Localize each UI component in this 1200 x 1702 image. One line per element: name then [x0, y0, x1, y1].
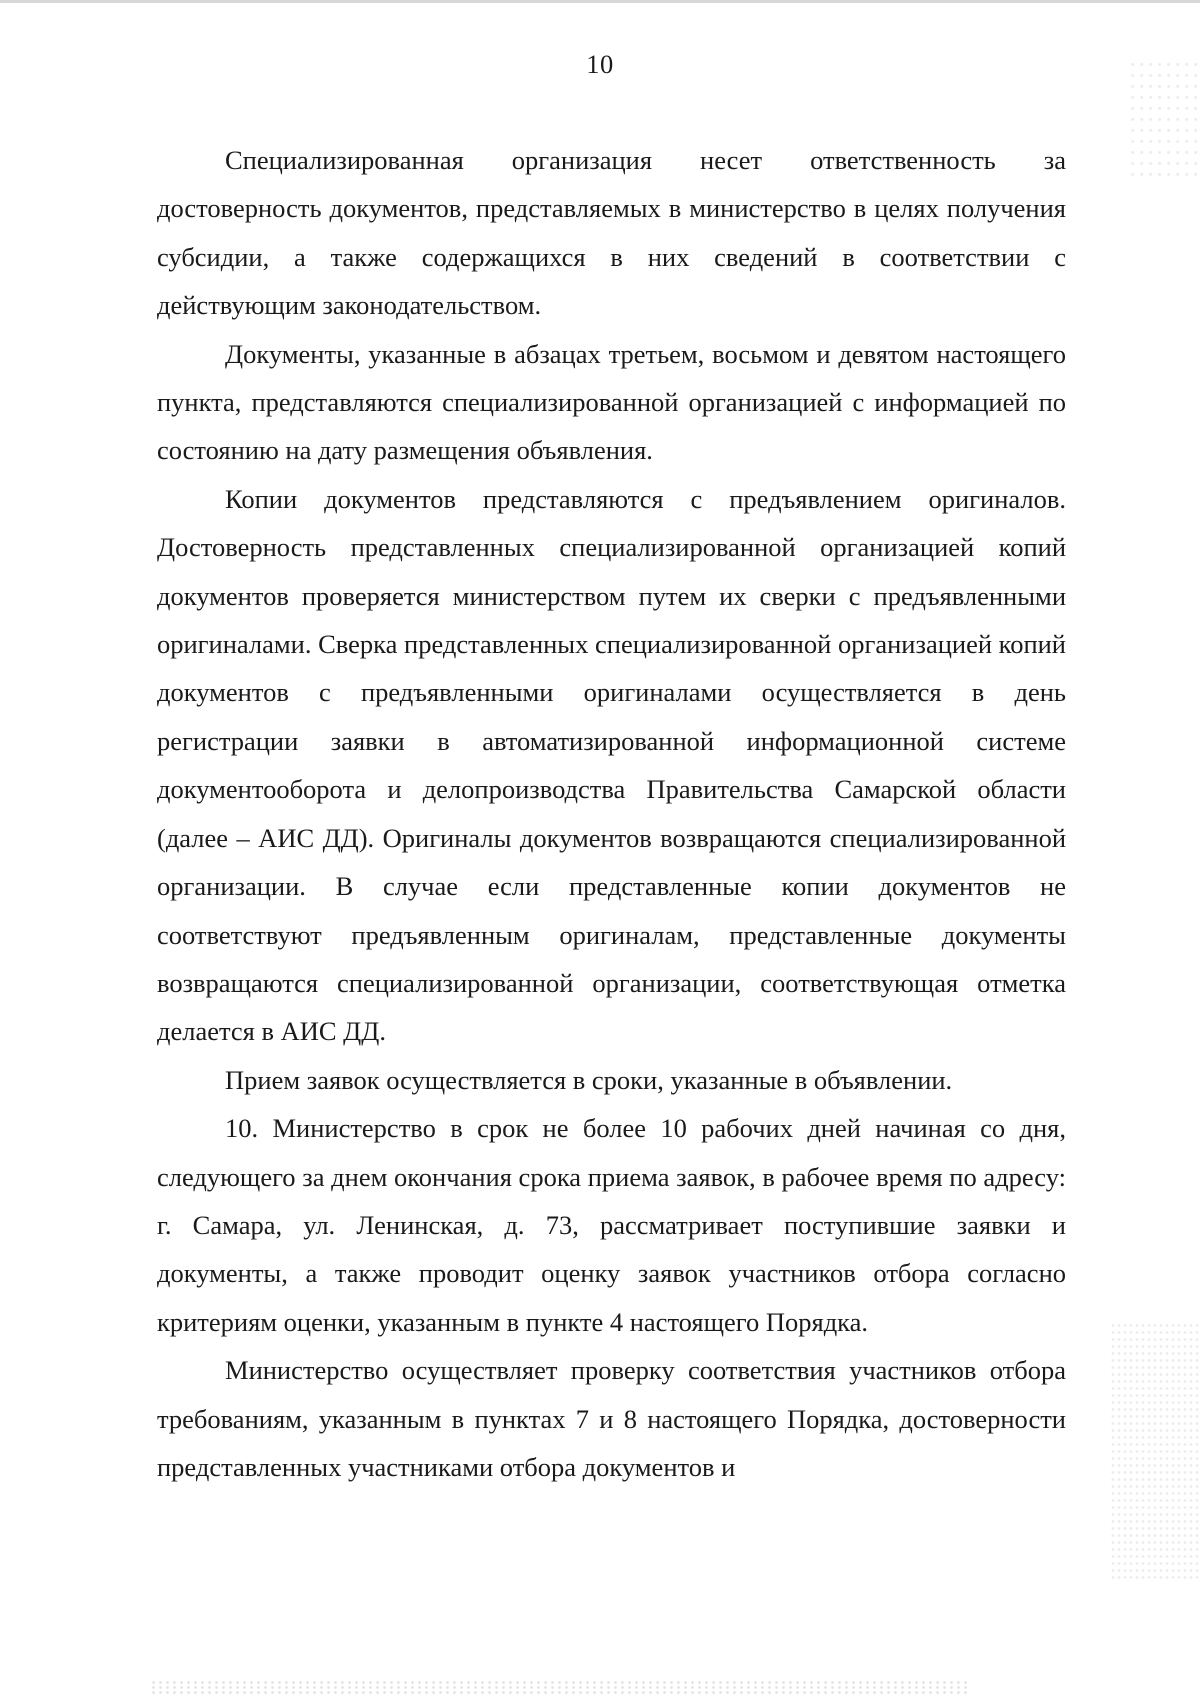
page-number: 10: [586, 49, 614, 79]
document-body: [157, 136, 1066, 1491]
paragraph-item-10: 10. Министерство в срок не более 10 рабочих дней начиная со дня, следующего за днем окончания срока приема заявок, в рабочее время по адресу: г. Самара, ул. Ленинская, д. 73, рассматривает поступившие заявки и документы, а также проводит оценку заявок участников отбора согласно критериям оценки, указанным в пункте 4 настоящего Порядка.: [157, 1113, 1066, 1337]
paragraph-copies-verification: Копии документов представляются с предъявлением оригиналов. Достоверность представленных специализированной организацией копий документов проверяется министерством путем их сверки с предъявленными оригиналами. Сверка представленных специализированной организацией копий документов с предъявленными оригиналами осуществляется в день регистрации заявки в автоматизированной информационной системе документооборота и делопроизводства Правительства Самарской области (далее – АИС ДД). Оригиналы документов возвращаются специализированной организации. В случае если представленные копии документов не соответствуют предъявленным оригиналам, представленные документы возвращаются специализированной организации, соответствующая отметка делается в АИС ДД.: [157, 483, 1066, 1047]
paragraph-responsibility: Специализированная организация несет ответственность за достоверность документов, представляемых в министерство в целях получения субсидии, а также содержащихся в них сведений в соответствии с действующим законодательством.: [157, 145, 1066, 321]
scan-speckle-bottom: [150, 1680, 970, 1694]
paragraph-application-terms: Прием заявок осуществляется в сроки, указанные в объявлении.: [225, 1064, 953, 1095]
paragraph-documents-info: Документы, указанные в абзацах третьем, восьмом и девятом настоящего пункта, представляются специализированной организацией с информацией по состоянию на дату размещения объявления.: [157, 338, 1066, 466]
scan-speckle-right-bottom: [1110, 1322, 1200, 1582]
scan-top-edge: [0, 0, 1200, 3]
paragraph-ministry-check: Министерство осуществляет проверку соответствия участников отбора требованиям, указанным в пунктах 7 и 8 настоящего Порядка, достоверности представленных участниками отбора документов и: [157, 1355, 1066, 1482]
